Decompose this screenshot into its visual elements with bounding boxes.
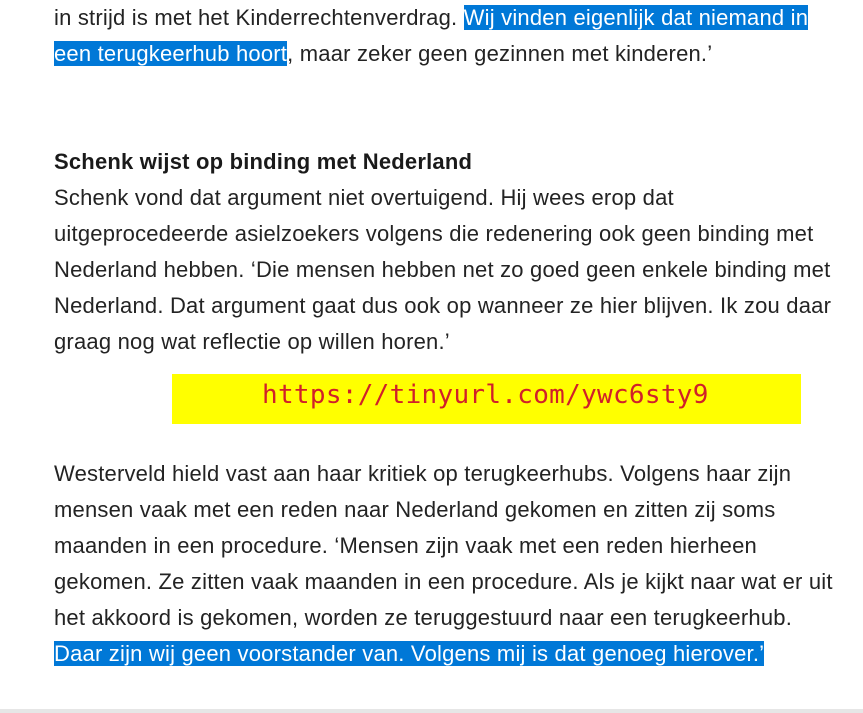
article-section	[54, 144, 834, 360]
short-url-link[interactable]: https://tinyurl.com/ywc6sty9	[262, 380, 709, 410]
paragraph-3-text-before: Westerveld hield vast aan haar kritiek op terugkeerhubs. Volgens haar zijn mensen vaak met een reden naar Nederland gekomen en zitten zij soms maanden in een procedure. ‘Mensen zijn vaak met een reden hierheen gekomen. Ze zitten vaak maanden in een procedure. Als je kijkt naar wat er uit het akkoord is gekomen, worden ze teruggestuurd naar een terugkeerhub.	[54, 461, 833, 630]
article-paragraph-3	[54, 456, 834, 672]
selected-text-highlight-1[interactable]: Wij vinden eigenlijk dat niemand in een terugkeerhub hoort	[54, 5, 809, 66]
bottom-divider	[0, 709, 863, 713]
selected-text-highlight-2[interactable]: Daar zijn wij geen voorstander van. Volgens mij is dat genoeg hierover.’	[54, 641, 765, 666]
article-paragraph-1	[54, 0, 834, 72]
link-overlay-banner[interactable]	[172, 374, 801, 424]
paragraph-1-text-after: , maar zeker geen gezinnen met kinderen.’	[287, 41, 713, 66]
paragraph-1-text-before: in strijd is met het Kinderrechtenverdrag.	[54, 5, 464, 30]
section-body-paragraph: Schenk vond dat argument niet overtuigend. Hij wees erop dat uitgeprocedeerde asielzoekers volgens die redenering ook geen binding met Nederland hebben. ‘Die mensen hebben net zo goed geen enkele binding met Nederland. Dat argument gaat dus ook op wanneer ze hier blijven. Ik zou daar graag nog wat reflectie op willen horen.’	[54, 185, 832, 354]
section-heading: Schenk wijst op binding met Nederland	[54, 149, 473, 174]
